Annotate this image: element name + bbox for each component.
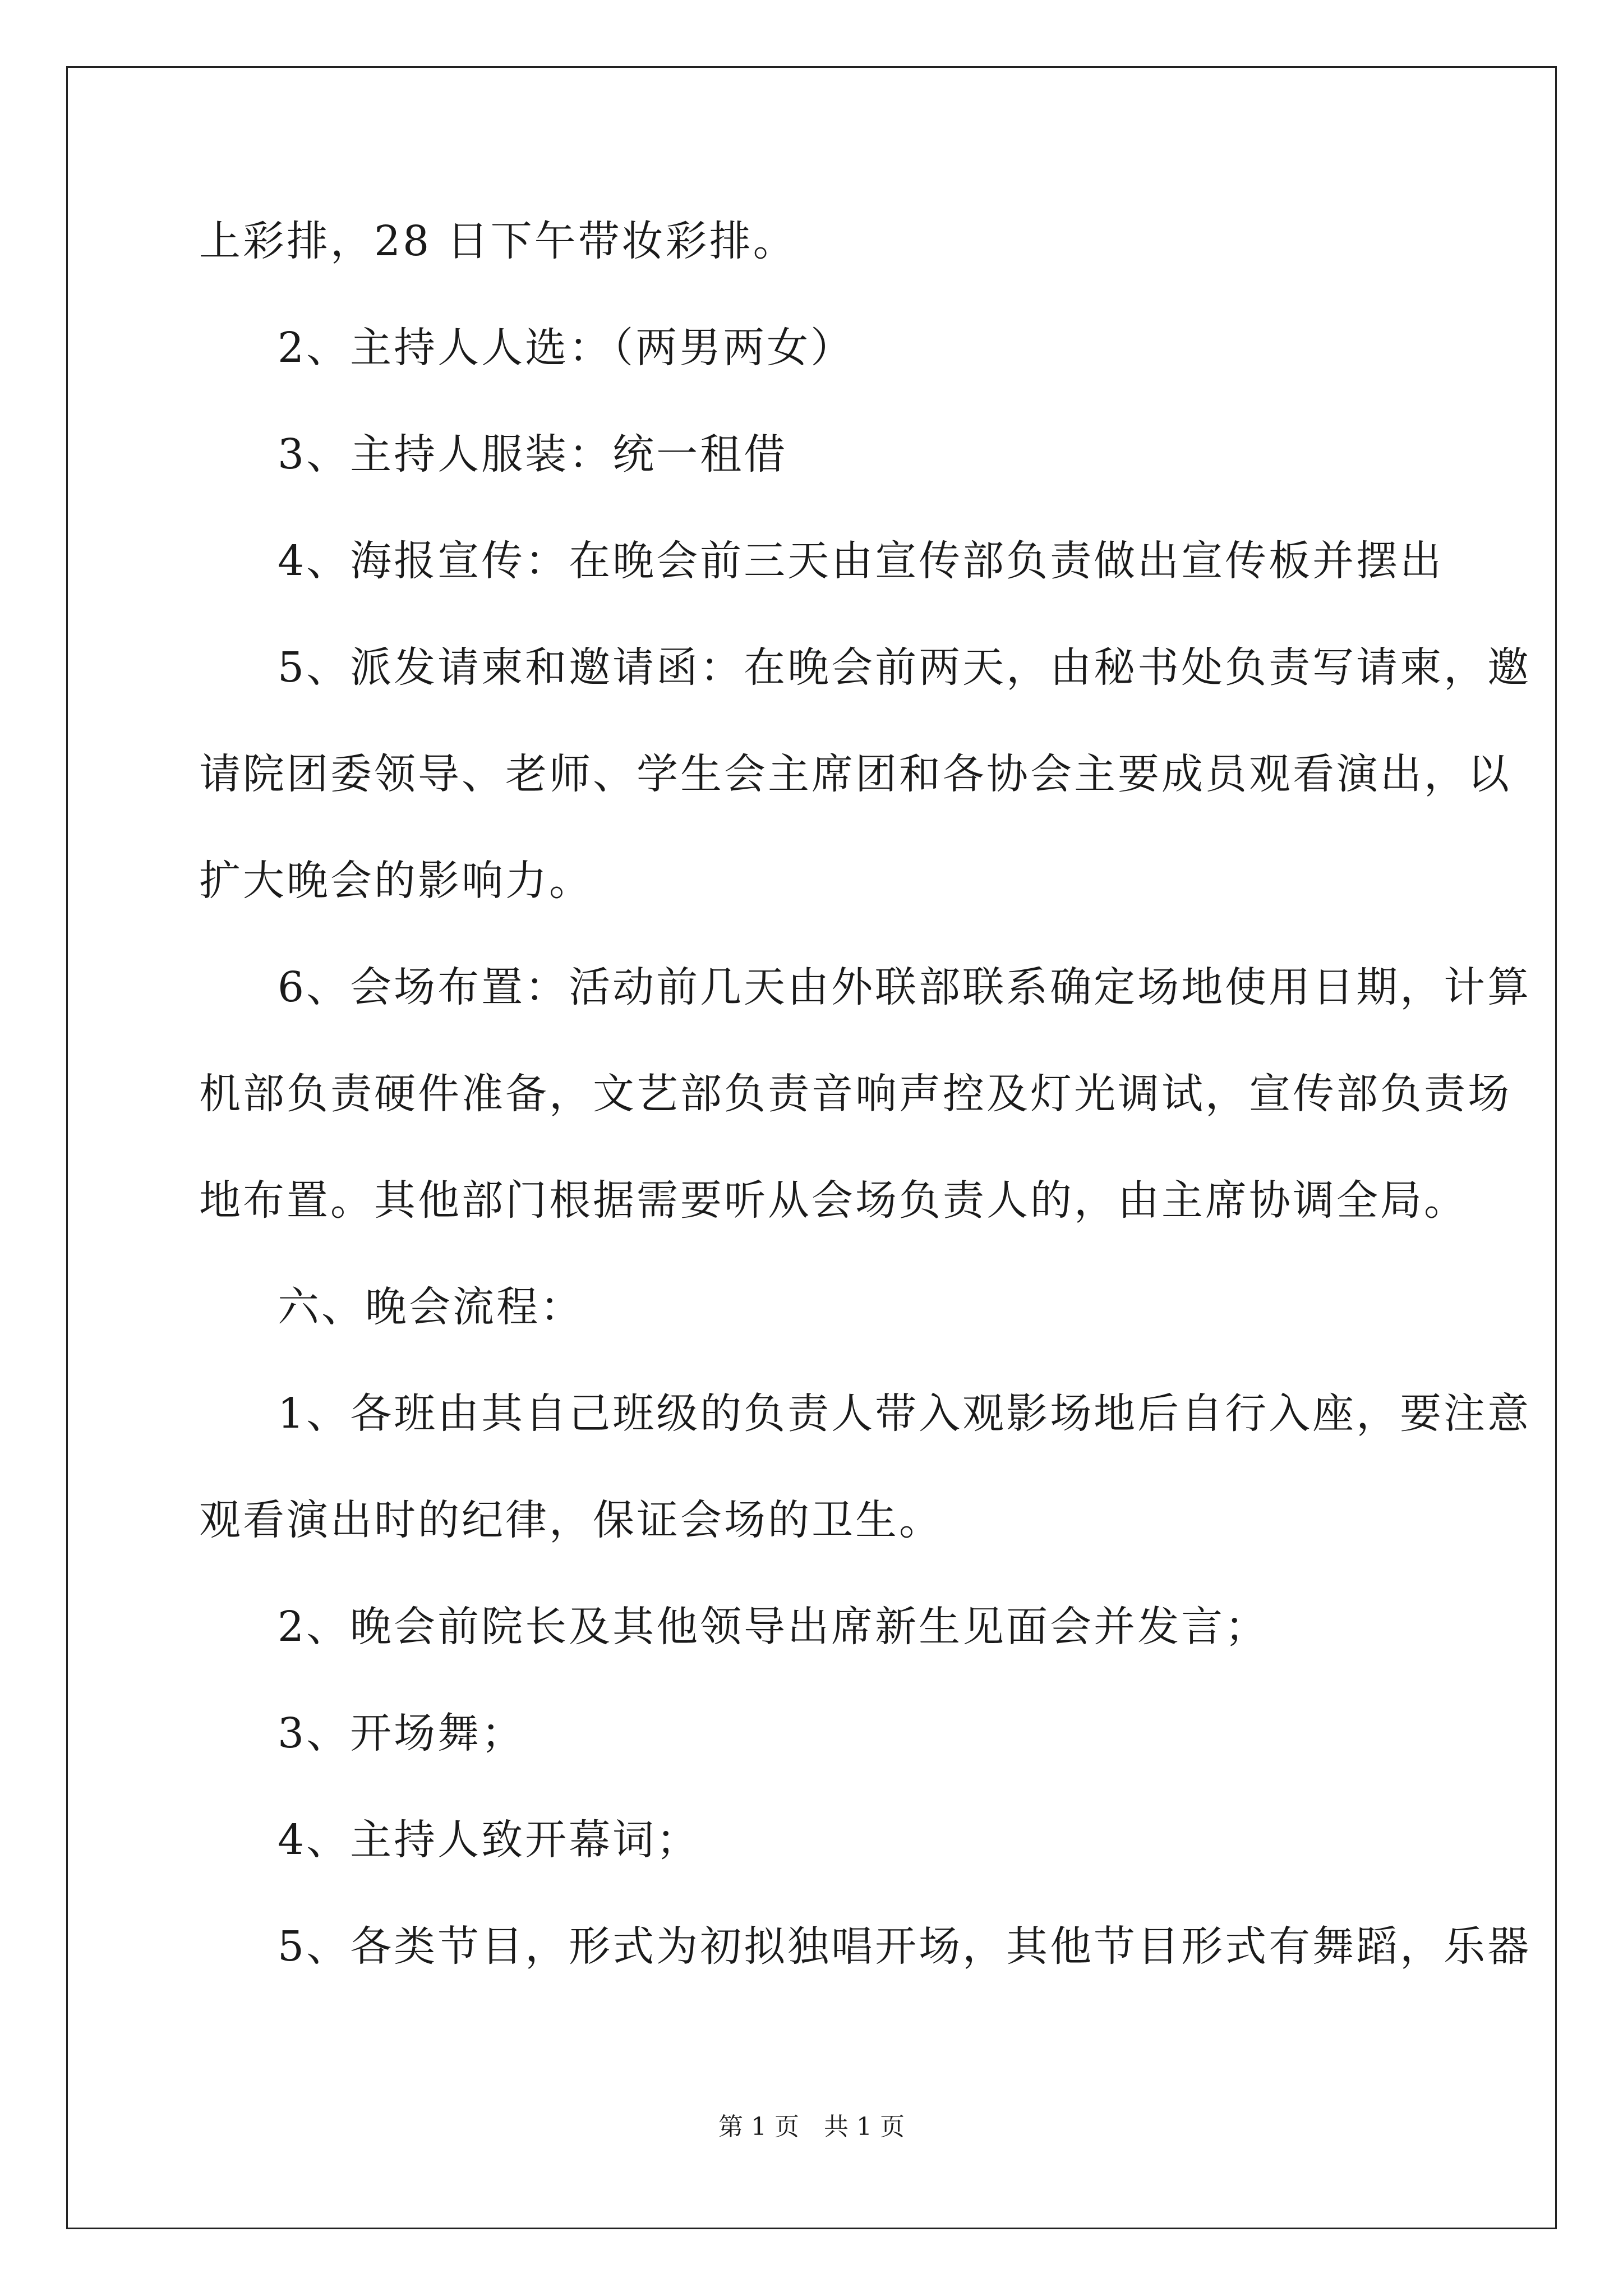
- text-line: 5、各类节目，形式为初拟独唱开场，其他节目形式有舞蹈，乐器: [278, 1922, 1532, 1971]
- text-line: 5、派发请柬和邀请函：在晚会前两天，由秘书处负责写请柬，邀: [278, 643, 1532, 692]
- text-line: 请院团委领导、老师、学生会主席团和各协会主要成员观看演出，以: [199, 750, 1511, 798]
- text-line: 4、主持人致开幕词；: [278, 1816, 700, 1864]
- text-line: 地布置。其他部门根据需要听从会场负责人的，由主席协调全局。: [199, 1176, 1468, 1225]
- page-number-footer: 第 1 页 共 1 页: [718, 2113, 905, 2141]
- text-line: 观看演出时的纪律，保证会场的卫生。: [199, 1496, 943, 1544]
- text-line: 2、晚会前院长及其他领导出席新生见面会并发言；: [278, 1603, 1269, 1651]
- text-line: 3、开场舞；: [278, 1709, 525, 1757]
- text-line: 扩大晚会的影响力。: [199, 857, 593, 905]
- text-line: 2、主持人人选：（两男两女）: [278, 324, 855, 372]
- text-line: 1、各班由其自己班级的负责人带入观影场地后自行入座，要注意: [278, 1389, 1532, 1438]
- text-line: 3、主持人服装：统一租借: [278, 430, 788, 478]
- text-line: 4、海报宣传：在晚会前三天由宣传部负责做出宣传板并摆出: [278, 537, 1444, 585]
- text-line: 6、会场布置：活动前几天由外联部联系确定场地使用日期，计算: [278, 963, 1532, 1011]
- text-line: 机部负责硬件准备，文艺部负责音响声控及灯光调试，宣传部负责场: [199, 1070, 1511, 1118]
- page-border: [66, 66, 1557, 2229]
- section-heading: 六、晚会流程：: [278, 1283, 584, 1331]
- text-line: 上彩排，28 日下午带妆彩排。: [199, 217, 797, 265]
